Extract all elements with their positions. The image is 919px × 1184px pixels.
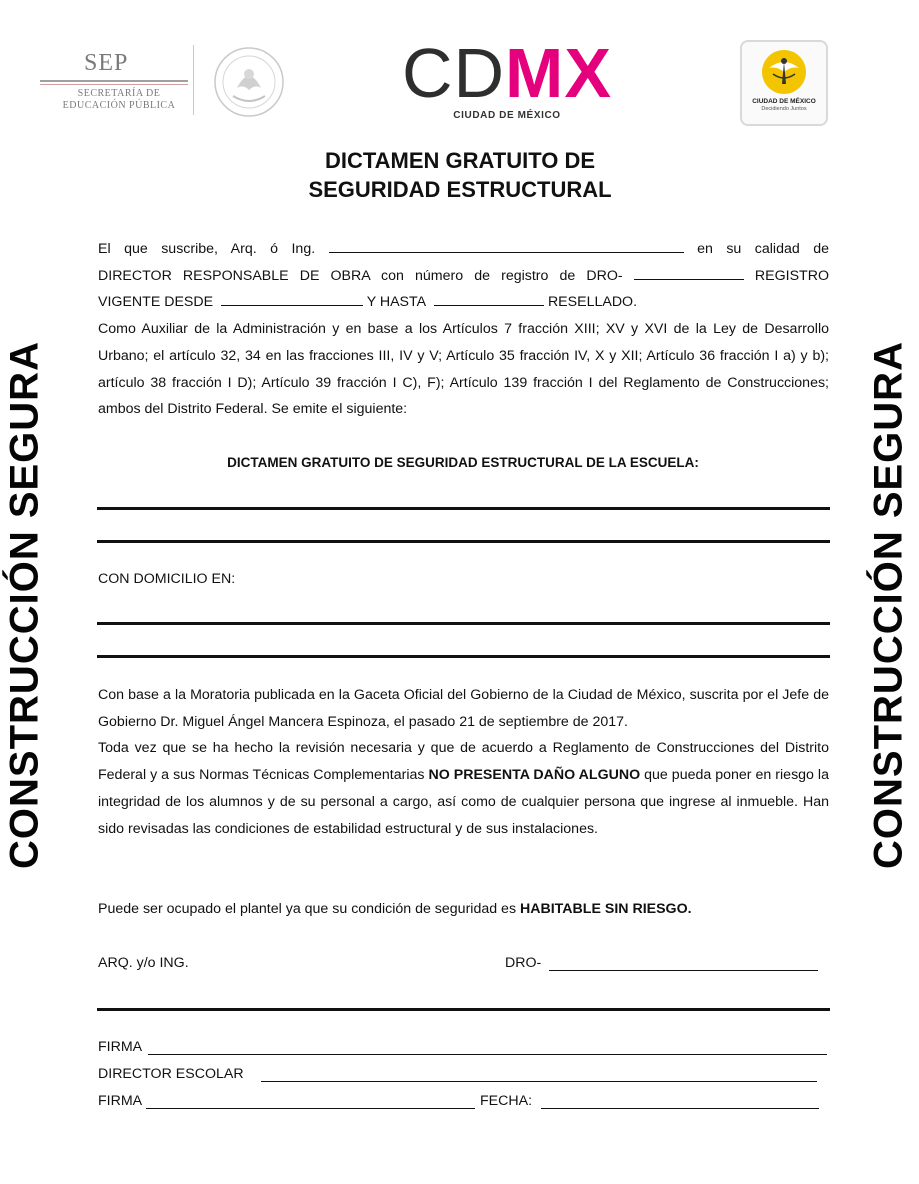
cdmx-badge xyxy=(740,40,828,126)
intro-signer-label: El que suscribe, Arq. ó Ing. xyxy=(98,241,316,257)
intro-line-1 xyxy=(98,236,829,263)
director-escolar-label: DIRECTOR ESCOLAR xyxy=(98,1066,244,1082)
school-name-line-2[interactable] xyxy=(97,540,830,543)
findings-block xyxy=(98,682,829,842)
intro-capacity-label: en su calidad de xyxy=(697,241,829,257)
side-banner-right-text: CONSTRUCCIÓN SEGURA xyxy=(866,341,911,869)
firma-label-1: FIRMA xyxy=(98,1039,143,1055)
cdmx-logo-mx: MX xyxy=(505,34,613,112)
intro-block xyxy=(98,236,829,423)
sep-logo-line1: SECRETARÍA DE xyxy=(77,88,161,99)
angel-emblem-icon xyxy=(759,48,809,96)
habitable-statement: HABITABLE SIN RIESGO. xyxy=(520,901,692,917)
dro-registration-label: DIRECTOR RESPONSABLE DE OBRA con número de registro de DRO- xyxy=(98,267,623,284)
fecha-label: FECHA: xyxy=(480,1093,533,1109)
address-line-1[interactable] xyxy=(97,622,830,625)
school-dictamen-heading: DICTAMEN GRATUITO DE SEGURIDAD ESTRUCTURAL DE LA ESCUELA: xyxy=(227,455,699,470)
sep-logo-name: SEP xyxy=(84,50,129,76)
director-escolar-field[interactable] xyxy=(261,1081,817,1082)
sep-logo xyxy=(40,50,200,120)
logo-divider xyxy=(193,45,194,115)
fecha-field[interactable] xyxy=(541,1108,819,1109)
resellado-label: RESELLADO. xyxy=(547,294,638,311)
firma-label-2: FIRMA xyxy=(98,1093,143,1109)
badge-title: CIUDAD DE MÉXICO xyxy=(752,98,816,105)
intro-line-3 xyxy=(98,289,829,316)
vigente-desde-field[interactable] xyxy=(221,291,363,306)
revision-text-b: que pueda poner en riesgo la integridad de los alumnos y de su personal a cargo, así como de cualquier persona que ingrese al inmueble. Han sido revisadas las condiciones de estabilidad estructural y de sus instalaciones. xyxy=(98,767,829,837)
side-banner-left xyxy=(0,320,50,890)
badge-tagline: Decidiendo Juntos xyxy=(761,106,807,112)
hasta-field[interactable] xyxy=(434,291,544,306)
document-title-line2: SEGURIDAD ESTRUCTURAL xyxy=(308,177,612,202)
signer-name-field[interactable] xyxy=(329,238,684,253)
dro-signature-field[interactable] xyxy=(549,970,818,971)
school-name-line-1[interactable] xyxy=(97,507,830,510)
dro-number-field[interactable] xyxy=(634,265,744,280)
professional-signature-line[interactable] xyxy=(97,1008,830,1011)
hasta-label: Y HASTA xyxy=(366,294,427,311)
address-line-2[interactable] xyxy=(97,655,830,658)
dro-label: DRO- xyxy=(505,955,542,971)
firma-field-1[interactable] xyxy=(148,1054,827,1055)
cdmx-logo-cd: CD xyxy=(401,34,506,112)
side-banner-left-text: CONSTRUCCIÓN SEGURA xyxy=(2,341,47,869)
sep-logo-line2: EDUCACIÓN PÚBLICA xyxy=(62,100,176,111)
cdmx-logo xyxy=(392,34,622,122)
arq-ing-label: ARQ. y/o ING. xyxy=(98,955,189,971)
revision-text-a: Toda vez que se ha hecho la revisión necesaria y que de acuerdo a Reglamento de Construcciones del Distrito Federal y a sus Normas Técnicas Complementarias xyxy=(98,740,829,784)
no-damage-statement: NO PRESENTA DAÑO ALGUNO xyxy=(428,767,641,784)
side-banner-right xyxy=(864,320,914,890)
occupancy-text: Puede ser ocupado el plantel ya que su condición de seguridad es xyxy=(98,901,517,917)
cdmx-logo-subtitle: CIUDAD DE MÉXICO xyxy=(453,110,561,121)
occupancy-statement xyxy=(98,896,829,923)
revision-paragraph xyxy=(98,735,829,842)
legal-basis-paragraph: Como Auxiliar de la Administración y en base a los Artículos 7 fracción XIII; XV y XVI de la Ley de Desarrollo Urbano; el artículo 32, 34 en las fracciones III, IV y V; Artículo 35 fracción IV, X y XII; Artículo 36 fracción I a) y b); artículo 38 fracción I D); Artículo 39 fracción I C), F); Artículo 139 fracción I del Reglamento de Construcciones; ambos del Distrito Federal. Se emite el siguiente: xyxy=(98,321,829,418)
firma-field-2[interactable] xyxy=(146,1108,475,1109)
vigente-desde-label: VIGENTE DESDE xyxy=(98,294,214,311)
national-seal-icon xyxy=(209,44,289,120)
address-label: CON DOMICILIO EN: xyxy=(98,571,236,587)
intro-line-2 xyxy=(98,263,829,290)
sep-logo-rule-accent xyxy=(40,84,188,85)
registro-label: REGISTRO xyxy=(754,267,829,284)
moratoria-paragraph: Con base a la Moratoria publicada en la Gaceta Oficial del Gobierno de la Ciudad de México, suscrita por el Jefe de Gobierno Dr. Miguel Ángel Mancera Espinoza, el pasado 21 de septiembre de 2017. xyxy=(98,687,829,730)
document-title-line1: DICTAMEN GRATUITO DE xyxy=(324,148,596,173)
sep-logo-rule xyxy=(40,80,188,82)
